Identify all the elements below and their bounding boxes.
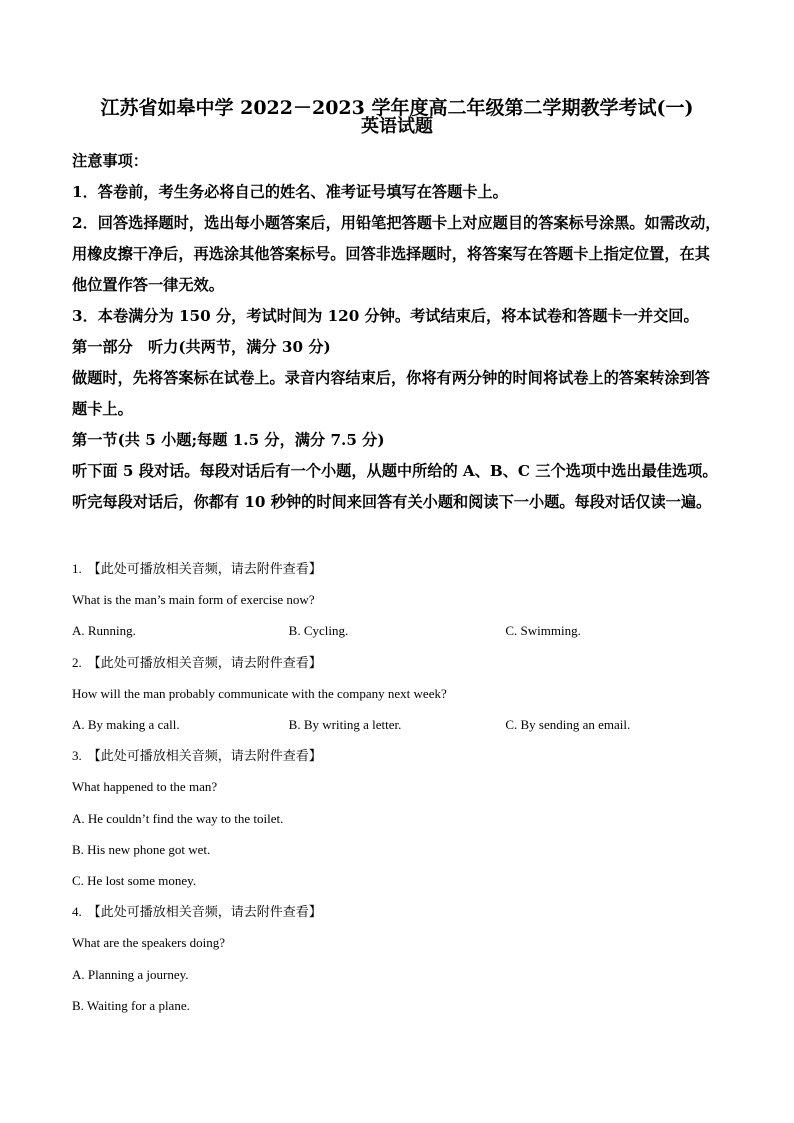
question-3-text: What happened to the man?: [72, 779, 218, 795]
section1-instruction: 听下面 5 段对话。每段对话后有一个小题，从题中所给的 A、B、C 三个选项中选出最佳选项。听完每段对话后，你都有 10 秒钟的时间来回答有关小题和阅读下一小题。每段对话仅读一遍。: [72, 462, 718, 511]
question-2-text: How will the man probably communicate with the company next week?: [72, 685, 447, 701]
question-number: 4.: [72, 904, 82, 920]
audio-note: 【此处可播放相关音频，请去附件查看】: [87, 748, 322, 764]
question-2-audio: [72, 647, 722, 678]
option-b: B. Waiting for a plane.: [72, 997, 190, 1013]
part1-heading: 第一部分 听力(共两节，满分 30 分): [72, 338, 331, 356]
audio-note: 【此处可播放相关音频，请去附件查看】: [87, 654, 322, 670]
option-a: A. Planning a journey.: [72, 966, 189, 982]
option-a: A. By making a call.: [72, 717, 180, 733]
option-a: A. Running.: [72, 623, 136, 639]
question-3-audio: [72, 740, 722, 771]
question-4-audio: [72, 896, 722, 927]
question-1-options: [72, 615, 722, 646]
question-number: 3.: [72, 748, 82, 764]
option-b: B. His new phone got wet.: [72, 841, 211, 857]
option-a: A. He couldn’t find the way to the toilet.: [72, 810, 284, 826]
question-number: 2.: [72, 654, 82, 670]
part1-instruction: 做题时，先将答案标在试卷上。录音内容结束后，你将有两分钟的时间将试卷上的答案转涂到答题卡上。: [72, 369, 710, 418]
question-4-text: What are the speakers doing?: [72, 935, 226, 951]
audio-note: 【此处可播放相关音频，请去附件查看】: [87, 904, 322, 920]
option-b: B. By writing a letter.: [288, 717, 402, 733]
option-c: C. By sending an email.: [505, 717, 631, 733]
section1-heading: 第一节(共 5 小题;每题 1.5 分，满分 7.5 分): [72, 431, 385, 449]
question-1-audio: [72, 553, 722, 584]
note-item-1: 1．答卷前，考生务必将自己的姓名、准考证号填写在答题卡上。: [72, 183, 508, 201]
questions-list: [72, 553, 722, 1021]
option-b: B. Cycling.: [288, 623, 349, 639]
instructions-block: [72, 146, 722, 518]
note-item-3: 3．本卷满分为 150 分，考试时间为 120 分钟。考试结束后，将本试卷和答题卡一并交回。: [72, 307, 699, 325]
option-c: C. Swimming.: [505, 623, 581, 639]
option-c: C. He lost some money.: [72, 873, 197, 889]
exam-title: 江苏省如皋中学 2022－2023 学年度高二年级第二学期教学考试(一): [100, 97, 694, 119]
audio-note: 【此处可播放相关音频，请去附件查看】: [87, 561, 322, 576]
question-number: 1.: [72, 561, 82, 576]
question-1-text: What is the man’s main form of exercise now?: [72, 592, 315, 608]
exam-subtitle: 英语试题: [361, 116, 433, 137]
question-2-options: [72, 709, 722, 740]
notes-heading: 注意事项：: [72, 152, 148, 170]
note-item-2: 2．回答选择题时，选出每小题答案后，用铅笔把答题卡上对应题目的答案标号涂黑。如需改动，用橡皮擦干净后，再选涂其他答案标号。回答非选择题时，将答案写在答题卡上指定位置，在其他位置作答一律无效。: [72, 214, 721, 294]
